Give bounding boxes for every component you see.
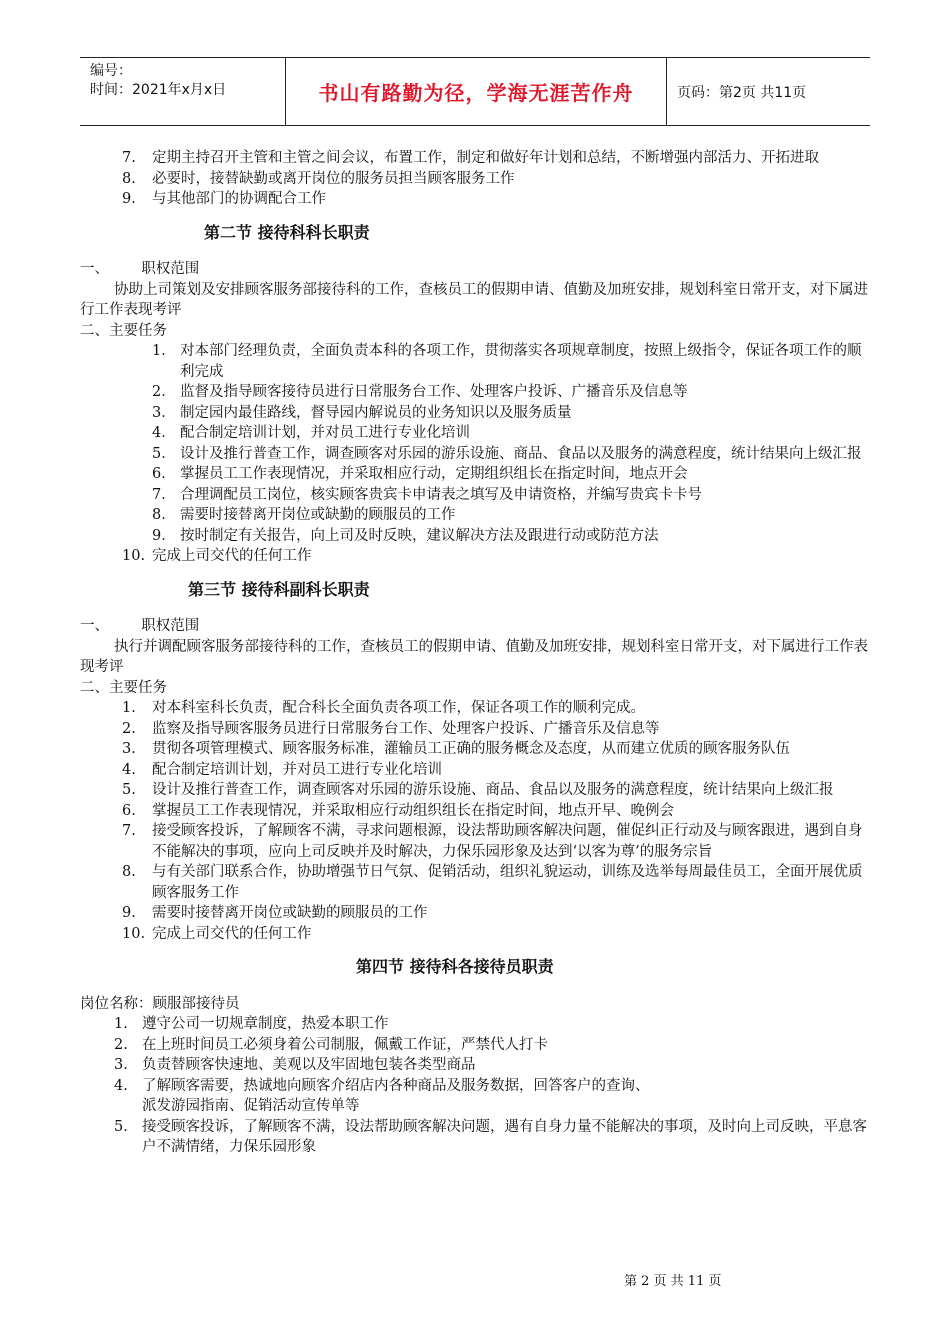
tasks-label: 二、主要任务 bbox=[80, 679, 167, 696]
list-item-text: 设计及推行普查工作，调查顾客对乐园的游乐设施、商品、食品以及服务的满意程度，统计结果向上级汇报 bbox=[152, 782, 834, 798]
list-item bbox=[152, 403, 870, 424]
list-item bbox=[152, 423, 870, 444]
list-item bbox=[122, 903, 870, 924]
list-item-number: 9. bbox=[122, 905, 136, 921]
list-item bbox=[122, 546, 870, 567]
list-item-text: 对本科室科长负责，配合科长全面负责各项工作，保证各项工作的顺利完成。 bbox=[152, 700, 645, 716]
list-item bbox=[152, 485, 870, 506]
list-item bbox=[122, 780, 870, 801]
section2-task-list bbox=[152, 341, 870, 546]
list-item-number: 5. bbox=[114, 1118, 128, 1135]
page-number-label: 页码：第2页 共11页 bbox=[677, 84, 807, 101]
section-heading: 第四节 接待科各接待员职责 bbox=[356, 957, 554, 976]
date-label: 时间：2021年x月x日 bbox=[90, 82, 227, 98]
list-item-number: 3． bbox=[152, 404, 176, 421]
list-item bbox=[114, 1096, 870, 1117]
list-item-number: 1． bbox=[152, 343, 176, 359]
list-item bbox=[122, 924, 870, 945]
list-item-number: 8. bbox=[122, 170, 136, 187]
list-item-number: 2. bbox=[114, 1036, 128, 1053]
document-body bbox=[80, 148, 870, 1158]
list-item-number: 7. bbox=[122, 150, 136, 166]
list-item-number: 4. bbox=[114, 1077, 128, 1094]
list-item bbox=[152, 382, 870, 403]
list-item bbox=[114, 1055, 870, 1076]
list-item-text: 掌握员工工作表现情况，并采取相应行动，定期组织组长在指定时间，地点开会 bbox=[180, 466, 688, 482]
list-item-number: 4. bbox=[122, 761, 136, 778]
list-item-number: 5． bbox=[152, 445, 176, 462]
list-item-text: 与其他部门的协调配合工作 bbox=[152, 191, 326, 207]
list-item bbox=[152, 444, 870, 465]
list-item bbox=[122, 801, 870, 822]
list-item-text: 按时制定有关报告，向上司及时反映，建议解决方法及跟进行动或防范方法 bbox=[180, 527, 659, 544]
list-item-text: 在上班时间员工必须身着公司制服，佩戴工作证，严禁代人打卡 bbox=[142, 1036, 548, 1053]
list-item-text: 了解顾客需要，热诚地向顾客介绍店内各种商品及服务数据，回答客户的查询、 bbox=[142, 1077, 650, 1094]
scope-label: 一、 职权范围 bbox=[80, 618, 200, 634]
list-item-text: 遵守公司一切规章制度，热爱本职工作 bbox=[142, 1016, 389, 1032]
tasks-label: 二、主要任务 bbox=[80, 322, 167, 339]
list-item bbox=[122, 739, 870, 760]
list-item-text: 对本部门经理负责，全面负责本科的各项工作，贯彻落实各项规章制度，按照上级指令，保证各项工作的顺利完成 bbox=[180, 343, 862, 380]
header-motto-cell bbox=[285, 58, 667, 125]
header-meta bbox=[80, 58, 285, 125]
list-item bbox=[122, 719, 870, 740]
list-item bbox=[114, 1076, 870, 1097]
list-item-number: 6. bbox=[122, 802, 136, 819]
page-footer: 第 2 页 共 11 页 bbox=[624, 1274, 722, 1289]
list-item-text: 制定园内最佳路线，督导园内解说员的业务知识以及服务质量 bbox=[180, 404, 572, 421]
list-item-text: 定期主持召开主管和主管之间会议，布置工作，制定和做好年计划和总结，不断增强内部活力、开拓进取 bbox=[152, 150, 819, 166]
list-item-text: 需要时接替离开岗位或缺勤的顾服员的工作 bbox=[180, 507, 456, 523]
list-item-number: 2. bbox=[122, 720, 136, 737]
list-item-text: 监督及指导顾客接待员进行日常服务台工作、处理客户投诉、广播音乐及信息等 bbox=[180, 384, 688, 400]
header-page-cell bbox=[667, 58, 870, 125]
top-list bbox=[122, 148, 870, 210]
list-item-number: 9． bbox=[152, 527, 176, 544]
list-item-text: 接受顾客投诉，了解顾客不满，设法帮助顾客解决问题，遇有自身力量不能解决的事项，及时向上司反映，平息客户不满情绪，力保乐园形象 bbox=[142, 1118, 867, 1155]
serial-number-label: 编号： bbox=[90, 63, 132, 79]
list-item-number: 6． bbox=[152, 466, 176, 482]
list-item-text: 需要时接替离开岗位或缺勤的顾服员的工作 bbox=[152, 905, 428, 921]
list-item-number: 4． bbox=[152, 425, 176, 441]
motto-text: 书山有路勤为径，学海无涯苦作舟 bbox=[318, 81, 634, 105]
list-item-number: 5. bbox=[122, 782, 136, 798]
list-item-text: 完成上司交代的任何工作 bbox=[152, 925, 312, 942]
list-item bbox=[114, 1035, 870, 1056]
page-header bbox=[80, 57, 870, 126]
list-item-text: 必要时，接替缺勤或离开岗位的服务员担当顾客服务工作 bbox=[152, 170, 515, 187]
scope-text: 协助上司策划及安排顾客服务部接待科的工作，查核员工的假期申请、值勤及加班安排，规划科室日常开支，对下属进行工作表现考评 bbox=[80, 281, 868, 318]
list-item bbox=[152, 464, 870, 485]
section3-task-list bbox=[122, 698, 870, 944]
list-item-number: 8． bbox=[152, 507, 176, 523]
section-heading: 第二节 接待科科长职责 bbox=[204, 222, 370, 242]
post-label: 岗位名称：顾服部接待员 bbox=[80, 995, 240, 1012]
list-item bbox=[122, 169, 870, 190]
scope-text: 执行并调配顾客服务部接待科的工作，查核员工的假期申请、值勤及加班安排，规划科室日常开支，对下属进行工作表现考评 bbox=[80, 638, 868, 675]
list-item-number: 8. bbox=[122, 864, 136, 880]
list-item-number: 9. bbox=[122, 191, 136, 207]
list-item bbox=[122, 862, 870, 903]
list-item-number: 10. bbox=[122, 925, 146, 942]
list-item-number: 1. bbox=[122, 700, 136, 716]
list-item bbox=[114, 1014, 870, 1035]
list-item-number: 7. bbox=[122, 823, 136, 839]
list-item bbox=[122, 760, 870, 781]
list-item bbox=[114, 1117, 870, 1158]
scope-label: 一、 职权范围 bbox=[80, 261, 200, 277]
list-item bbox=[152, 526, 870, 547]
list-item-number: 7． bbox=[152, 486, 176, 503]
list-item-text: 完成上司交代的任何工作 bbox=[152, 548, 312, 564]
list-item-text: 贯彻各项管理模式、顾客服务标准，灌输员工正确的服务概念及态度，从而建立优质的顾客服务队伍 bbox=[152, 741, 790, 757]
list-item-number: 3. bbox=[122, 741, 136, 757]
list-item-number: 3. bbox=[114, 1057, 128, 1073]
list-item-text: 监察及指导顾客服务员进行日常服务台工作、处理客户投诉、广播音乐及信息等 bbox=[152, 720, 660, 737]
list-item bbox=[122, 698, 870, 719]
list-item-text: 掌握员工工作表现情况，并采取相应行动组织组长在指定时间，地点开早、晚例会 bbox=[152, 802, 674, 819]
list-item-text: 负责替顾客快速地、美观以及牢固地包装各类型商品 bbox=[142, 1057, 476, 1073]
list-item-text: 设计及推行普查工作，调查顾客对乐园的游乐设施、商品、食品以及服务的满意程度，统计结果向上级汇报 bbox=[180, 445, 862, 462]
list-item-number bbox=[114, 1096, 142, 1117]
list-item-text: 配合制定培训计划，并对员工进行专业化培训 bbox=[152, 761, 442, 778]
list-item-number: 2． bbox=[152, 384, 176, 400]
list-item bbox=[122, 821, 870, 862]
list-item-number: 1. bbox=[114, 1016, 128, 1032]
list-item bbox=[152, 505, 870, 526]
list-item-text: 配合制定培训计划，并对员工进行专业化培训 bbox=[180, 425, 470, 441]
section4-task-list bbox=[114, 1014, 870, 1158]
list-item bbox=[122, 189, 870, 210]
list-item-text: 派发游园指南、促销活动宣传单等 bbox=[142, 1098, 360, 1114]
list-item-text: 与有关部门联系合作，协助增强节日气氛、促销活动，组织礼貌运动，训练及选举每周最佳员工，全面开展优质顾客服务工作 bbox=[152, 864, 863, 901]
list-item bbox=[122, 148, 870, 169]
list-item-number: 10. bbox=[122, 548, 146, 564]
list-item bbox=[152, 341, 870, 382]
section-heading: 第三节 接待科副科长职责 bbox=[188, 579, 370, 599]
list-item-text: 合理调配员工岗位，核实顾客贵宾卡申请表之填写及申请资格，并编写贵宾卡卡号 bbox=[180, 486, 702, 503]
list-item-text: 接受顾客投诉，了解顾客不满，寻求问题根源，设法帮助顾客解决问题，催促纠正行动及与顾客跟进，遇到自身不能解决的事项，应向上司反映并及时解决，力保乐园形象及达到‘以客为尊’的服务宗旨 bbox=[152, 823, 863, 860]
